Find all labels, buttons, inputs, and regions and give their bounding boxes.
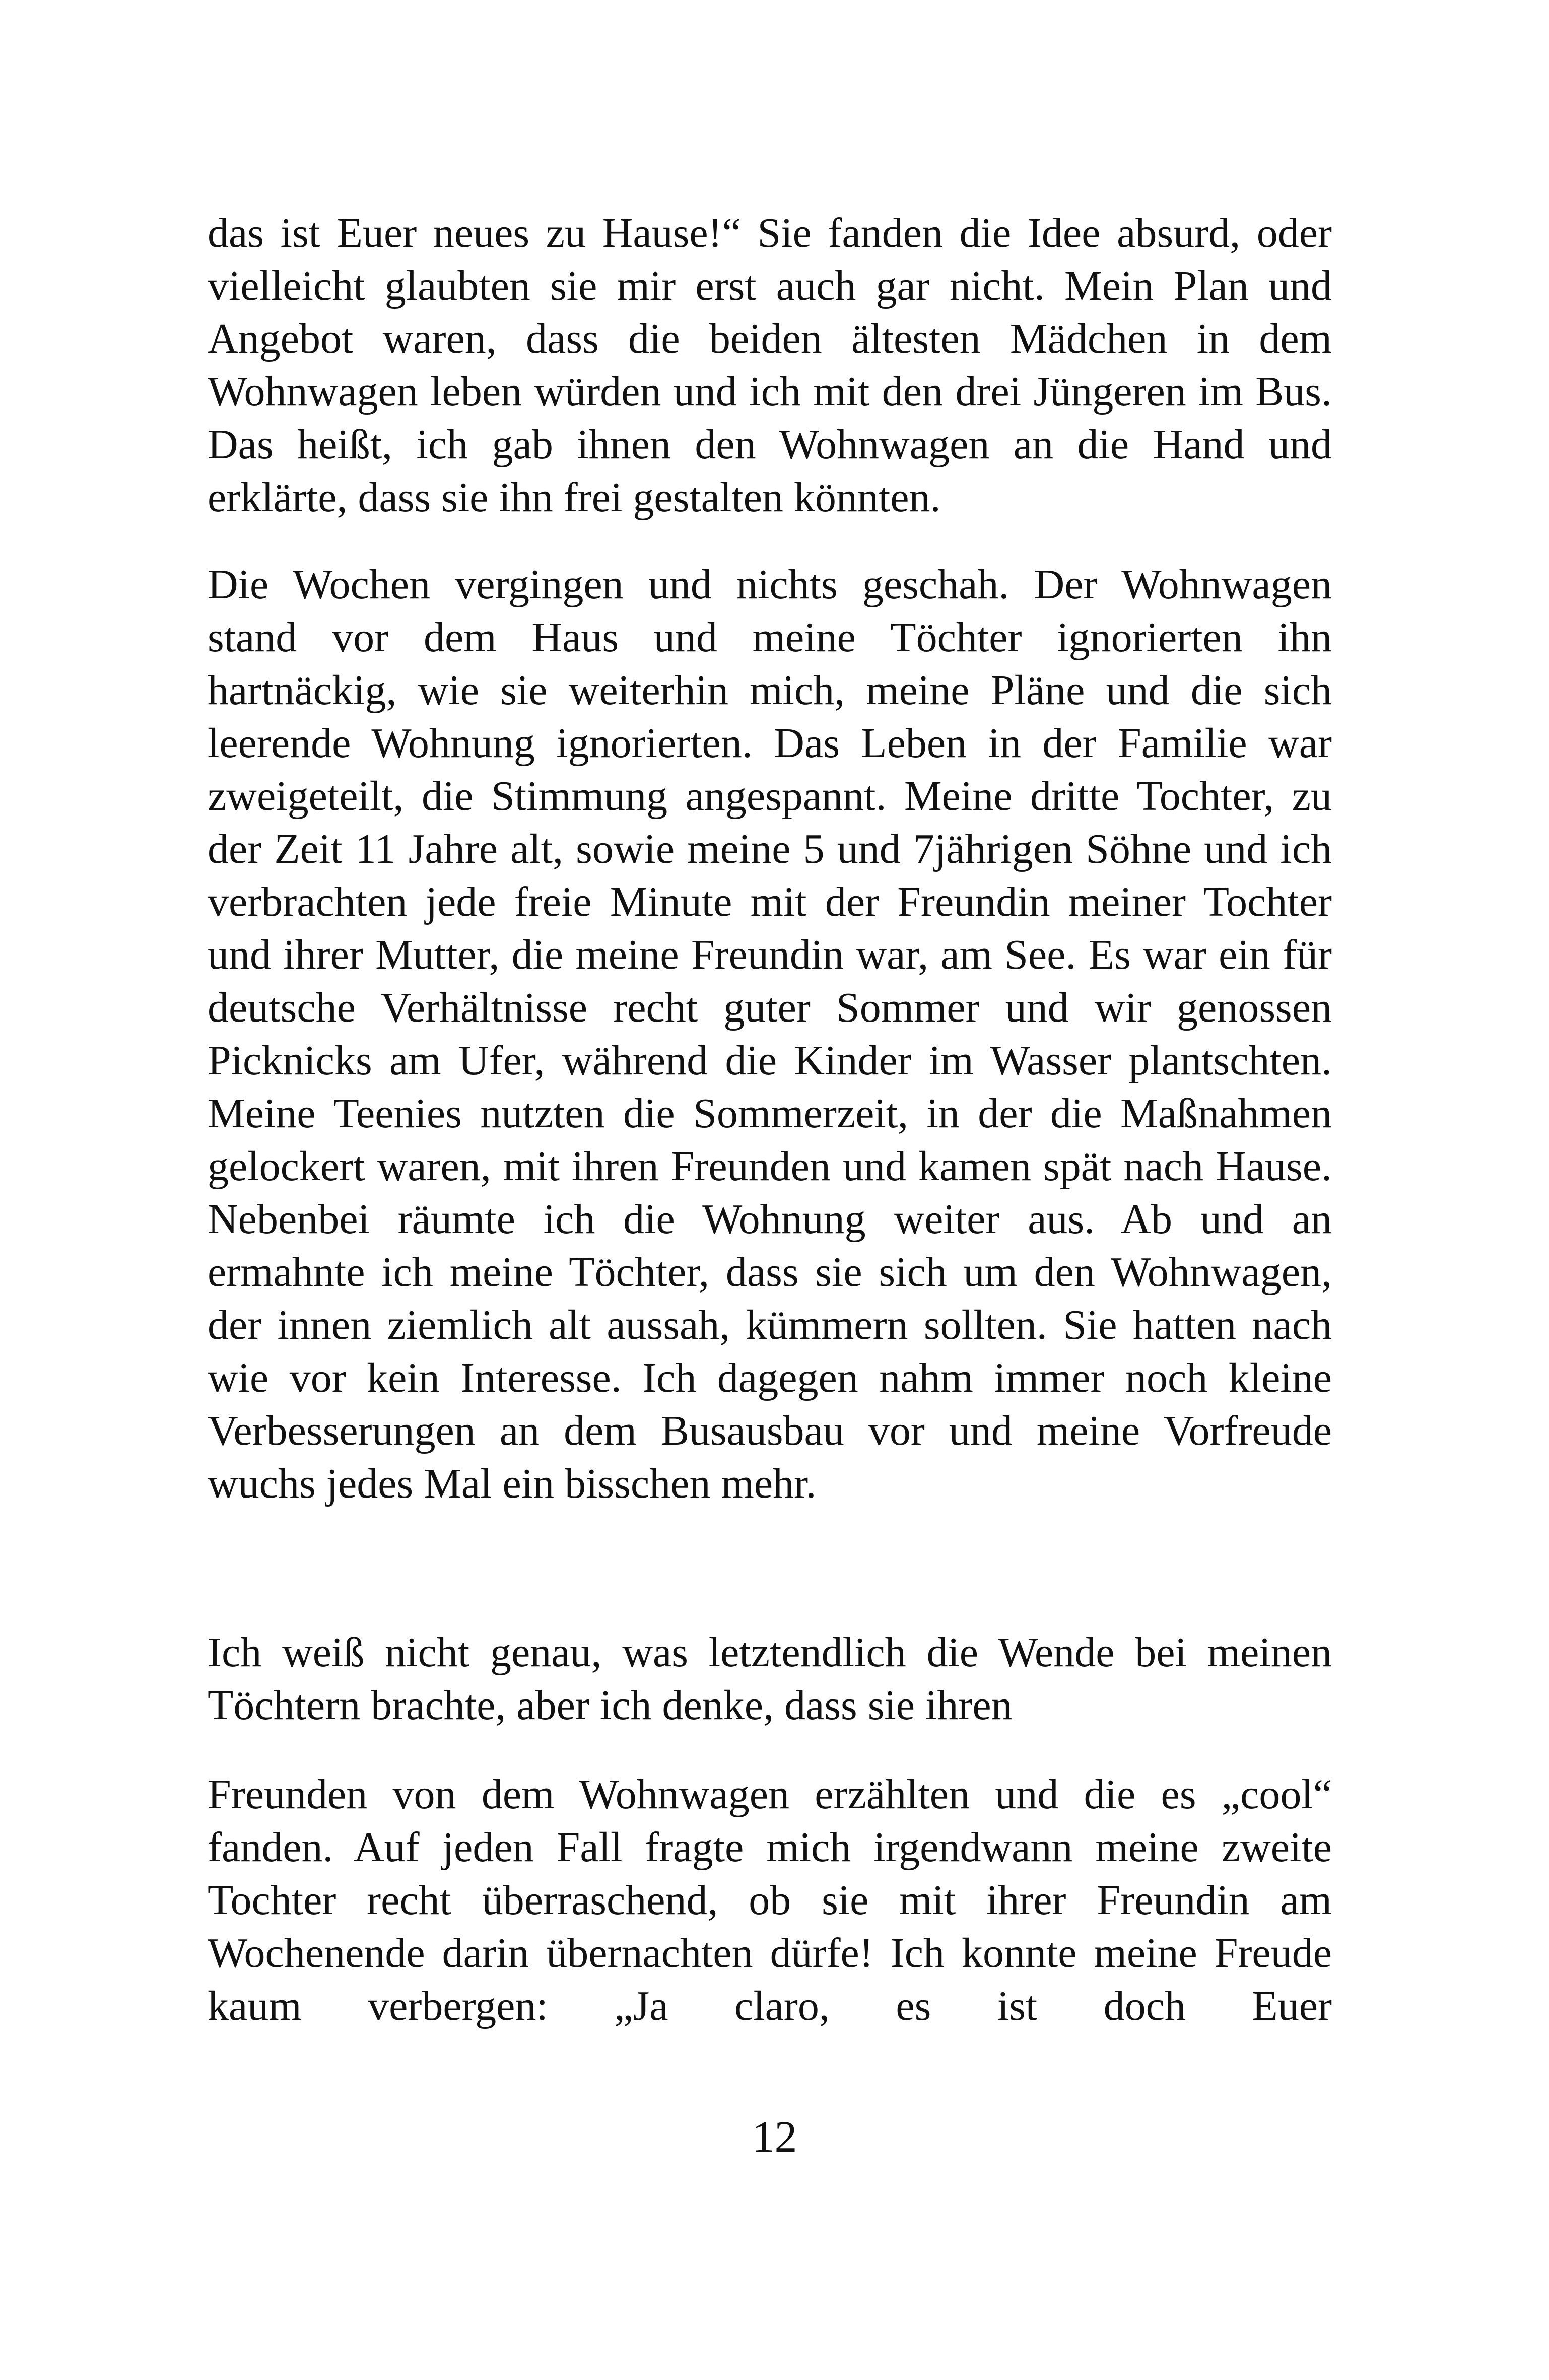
- paragraph-4-text: Freunden von dem Wohnwagen erzählten und die es „cool“ fanden. Auf jeden Fall fragte mich irgendwann meine zweite Tochter recht überraschend, ob sie mit ihrer Freundin am Wochenende darin übernachten dürfe! Ich konnte meine Freude kaum verbergen: „Ja claro, es ist doch Euer: [208, 1771, 1332, 2029]
- paragraph-2: [208, 558, 1332, 1510]
- page-number: 12: [752, 2112, 797, 2162]
- paragraph-1: [208, 207, 1332, 524]
- paragraph-2-text: Die Wochen vergingen und nichts geschah. Der Wohnwagen stand vor dem Haus und meine Töchter ignorierten ihn hartnäckig, wie sie weiterhin mich, meine Pläne und die sich leerende Wohnung ignorierten. Das Leben in der Familie war zweigeteilt, die Stimmung angespannt. Meine dritte Tochter, zu der Zeit 11 Jahre alt, sowie meine 5 und 7jährigen Söhne und ich verbrachten jede freie Minute mit der Freundin meiner Tochter und ihrer Mutter, die meine Freundin war, am See. Es war ein für deutsche Verhältnisse recht guter Sommer und wir genossen Picknicks am Ufer, während die Kinder im Wasser plantschten. Meine Teenies nutzten die Sommerzeit, in der die Maßnahmen gelockert waren, mit ihren Freunden und kamen spät nach Hause. Nebenbei räumte ich die Wohnung weiter aus. Ab und an ermahnte ich meine Töchter, dass sie sich um den Wohnwagen, der innen ziemlich alt aussah, kümmern sollten. Sie hatten nach wie vor kein Interesse. Ich dagegen nahm immer noch kleine Verbesserungen an dem Busausbau vor und meine Vorfreude wuchs jedes Mal ein bisschen mehr.: [208, 561, 1332, 1507]
- paragraph-1-text: das ist Euer neues zu Hause!“ Sie fanden die Idee absurd, oder vielleicht glaubten sie mir erst auch gar nicht. Mein Plan und Angebot waren, dass die beiden ältesten Mädchen in dem Wohnwagen leben würden und ich mit den drei Jüngeren im Bus. Das heißt, ich gab ihnen den Wohnwagen an die Hand und erklärte, dass sie ihn frei gestalten könnten.: [208, 210, 1332, 521]
- paragraph-4: [208, 1768, 1332, 2032]
- paragraph-3: [208, 1626, 1332, 1732]
- paragraph-3-text: Ich weiß nicht genau, was letztendlich die Wende bei meinen Töchtern brachte, aber ich denke, dass sie ihren: [208, 1629, 1332, 1729]
